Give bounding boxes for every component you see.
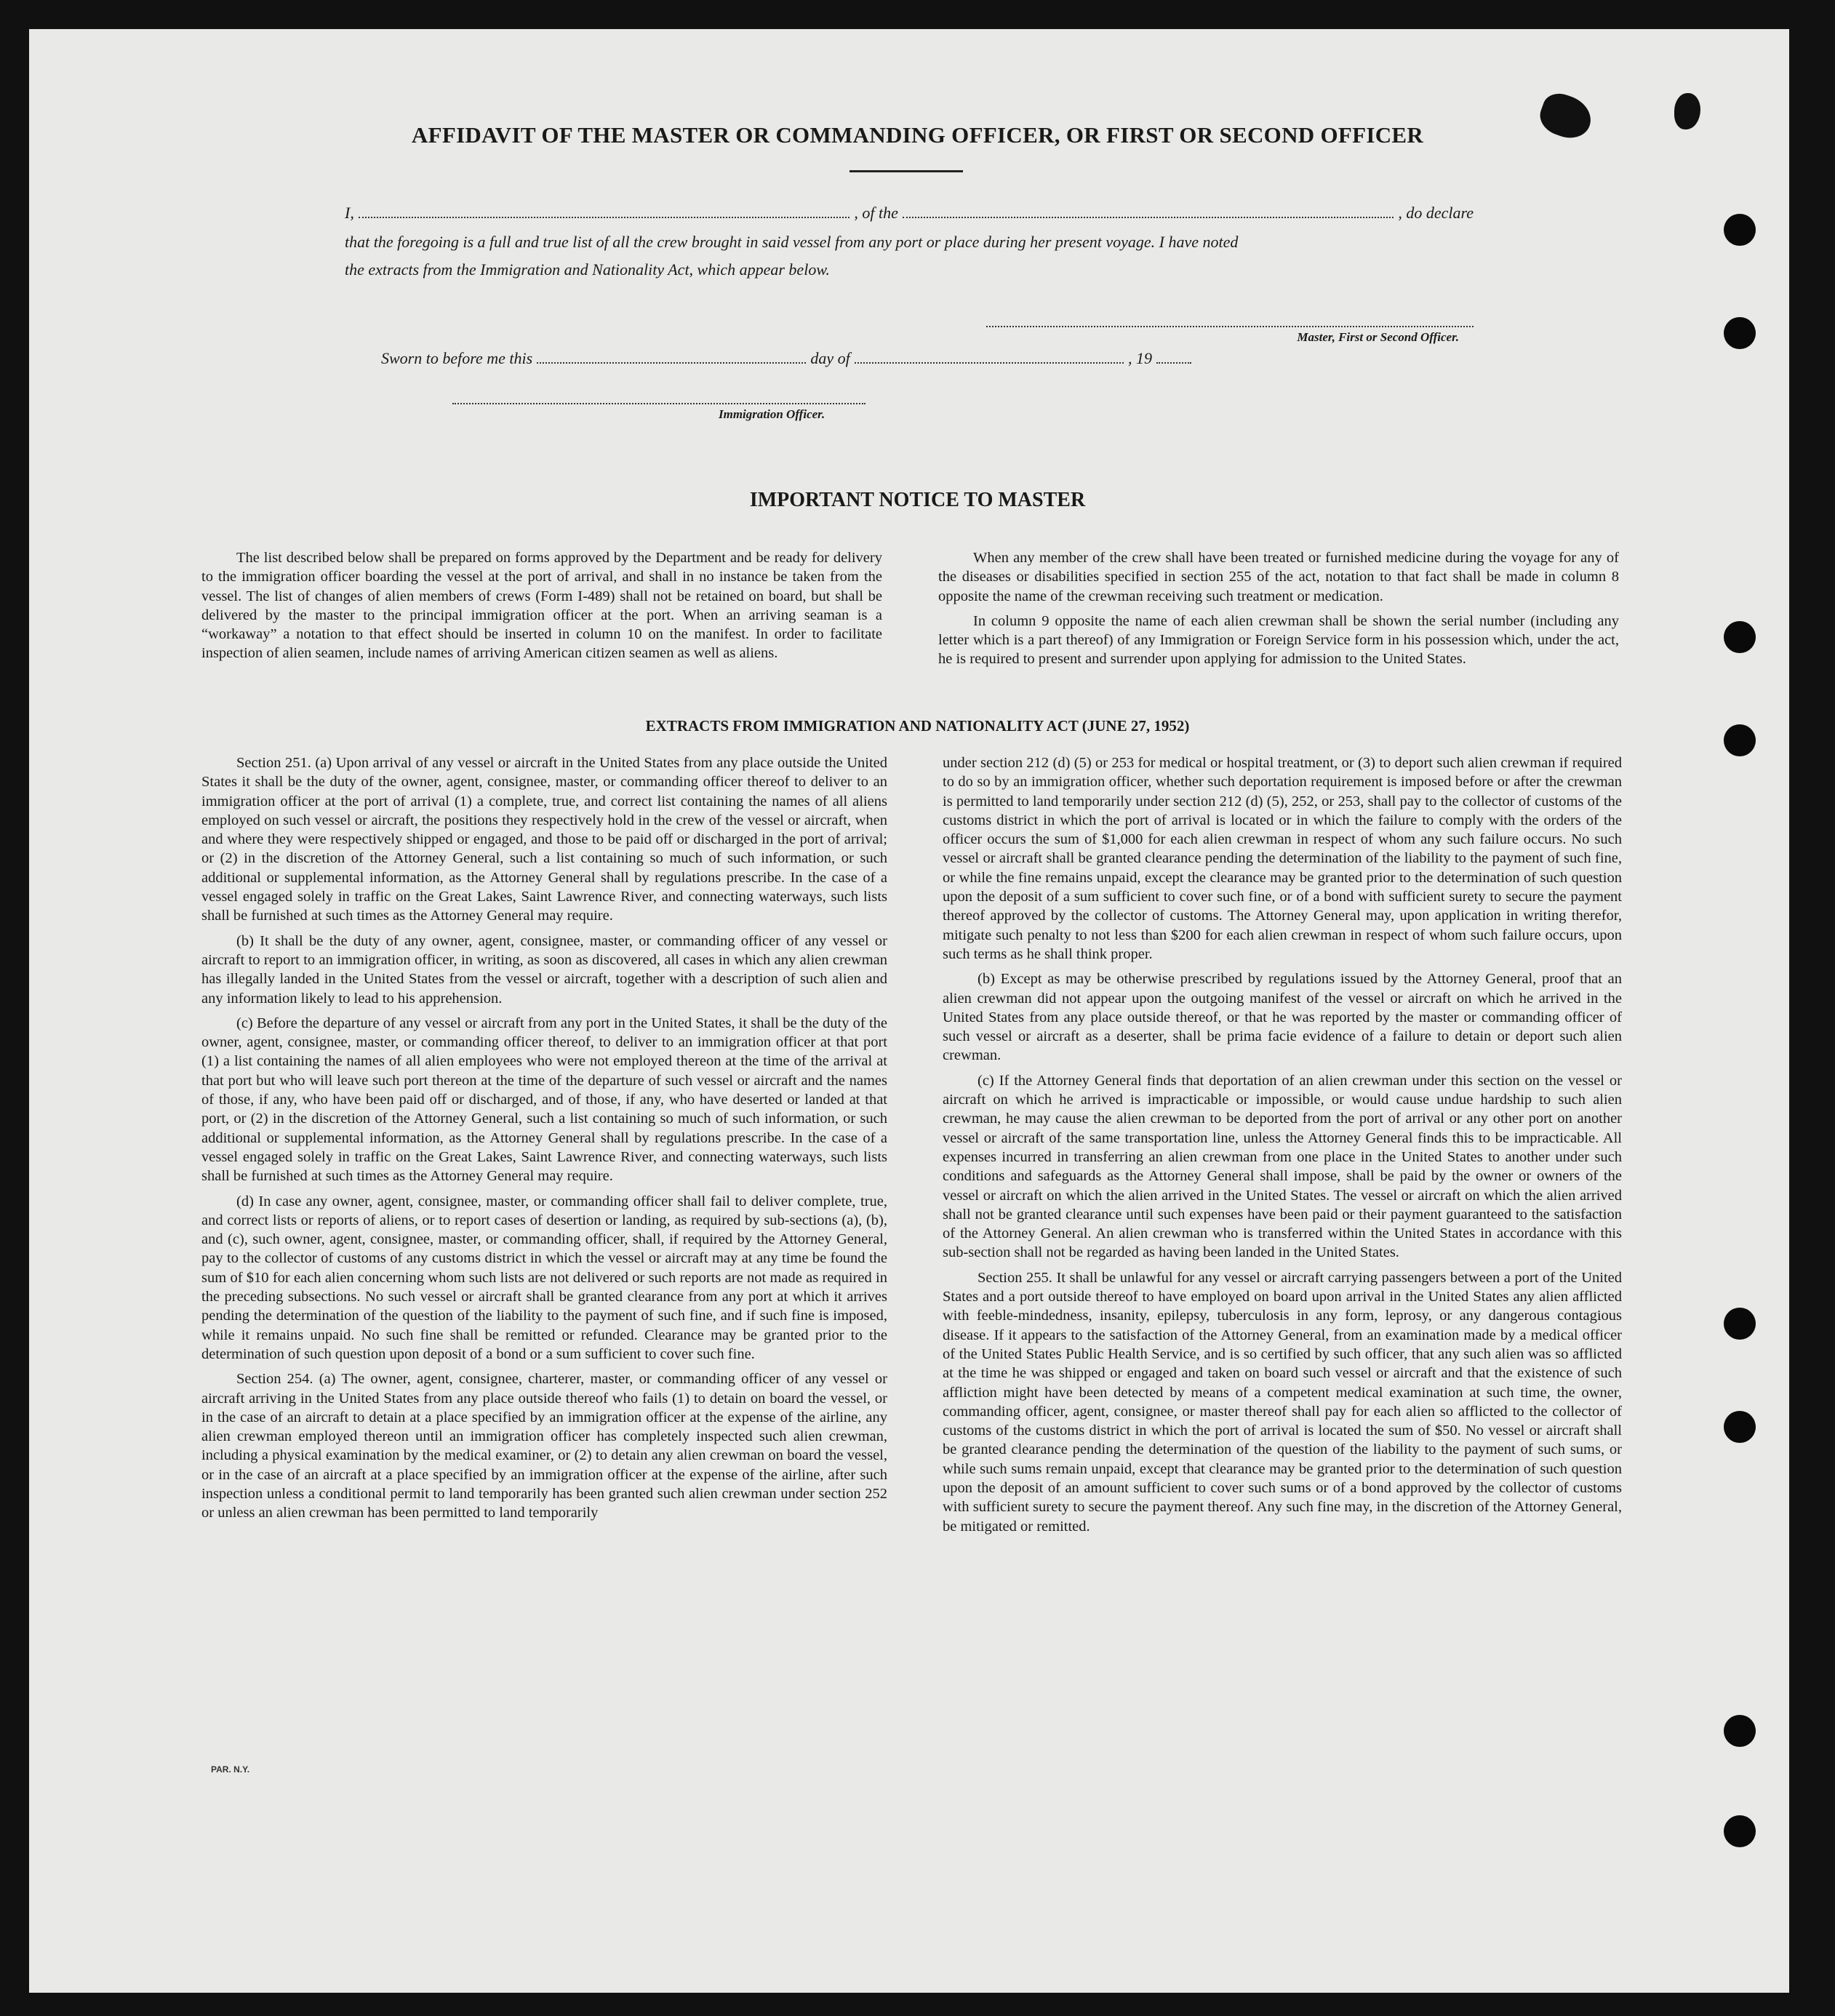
master-signature-label: Master, First or Second Officer. <box>1297 330 1459 344</box>
act-left-column <box>201 753 887 1529</box>
punch-hole <box>1724 317 1756 349</box>
notice-paragraph: When any member of the crew shall have been treated or furnished medicine during the voyage for any of the diseases or disabilities specified in section 255 of the act, notation to that fact shall be made in column 8 opposite the name of the crewman receiving such treatment or medication. <box>938 550 1619 604</box>
extracts-heading: EXTRACTS FROM IMMIGRATION AND NATIONALITY ACT (JUNE 27, 1952) <box>645 717 1190 735</box>
act-right-column <box>943 753 1622 1542</box>
punch-hole <box>1724 1815 1756 1847</box>
act-paragraph: (b) Except as may be otherwise prescribed by regulations issued by the Attorney General, proof that an alien crewman did not appear upon the outgoing manifest of the vessel or aircraft on which he arrived in the United States from any place outside thereof, or that he was reported by the master or commanding officer of such vessel or aircraft as a deserter, shall be prima facie evidence of a failure to detain or deport such alien crewman. <box>943 971 1622 1064</box>
act-paragraph: Section 254. (a) The owner, agent, consignee, charterer, master, or commanding officer of any vessel or aircraft arriving in the United States from any place outside thereof who fails (1) to detain on board the vessel, or in the case of an aircraft to detain at a place specified by an immigration officer at the expense of the airline, any alien crewman employed thereon until an immigration officer has completely inspected such alien crewman, including a physical examination by the medical examiner, or (2) to detain any alien crewman on board the vessel, or in the case of an aircraft at a place specified by an immigration officer at the expense of the airline, after such inspection unless a conditional permit to land temporarily has been granted such alien crewman under section 252 or unless an alien crewman has been permitted to land temporarily <box>201 1371 887 1521</box>
printer-mark: PAR. N.Y. <box>211 1764 250 1775</box>
act-paragraph: (c) Before the departure of any vessel or aircraft from any port in the United States, it shall be the duty of the owner, agent, consignee, master, or commanding officer thereof, to deliver to an immigration officer at that port (1) a list containing the names of all alien employees who were not employed thereon at the time of the arrival at that port but who will leave such port thereon at the time of the departure of such vessel or aircraft and the names of those, if any, who have been paid off or discharged, and of those, if any, who have deserted or landed at that port, or (2) in the discretion of the Attorney General, such a list containing so much of such information, or such additional or supplemental information, as the Attorney General shall by regulations prescribe. In the case of a vessel engaged solely in traffic on the Great Lakes, Saint Lawrence River, and connecting waterways, such lists shall be furnished at such times as the Attorney General may require. <box>201 1015 887 1185</box>
master-signature-field[interactable] <box>986 326 1474 327</box>
declaration-text-line-2: that the foregoing is a full and true list of all the crew brought in said vessel from any port or place during her present voyage. I have noted <box>345 233 1239 251</box>
punch-hole <box>1724 1715 1756 1747</box>
sworn-day-field[interactable] <box>537 362 806 364</box>
act-paragraph: Section 255. It shall be unlawful for any vessel or aircraft carrying passengers between a port of the United States and a port outside thereof to have employed on board upon arrival in the United States any alien afflicted with feeble-mindedness, insanity, epilepsy, tuberculosis in any form, leprosy, or any dangerous contagious disease. If it appears to the satisfaction of the Attorney General, from an examination made by a medical officer of the United States Public Health Service, and is so certified by such officer, that any such alien was so afflicted at the time he was shipped or engaged and taken on board such vessel or aircraft and that the existence of such affliction might have been detected by means of a competent medical examination at such time, the owner, commanding officer, agent, consignee, or master thereof shall pay for each alien so afflicted to the collector of customs of the customs district in which the port of arrival is located the sum of $50. No vessel or aircraft shall be granted clearance pending the determination of the question of the liability to the payment of such sums, or while such sums remain unpaid, except that clearance may be granted prior to the determination of such question upon the deposit of an amount sufficient to cover such sums or of a bond approved by the collector of customs with sufficient surety to secure the payment thereof. Any such fine may, in the discretion of the Attorney General, be mitigated or remitted. <box>943 1269 1622 1535</box>
act-paragraph: under section 212 (d) (5) or 253 for medical or hospital treatment, or (3) to deport such alien crewman if required to do so by an immigration officer, whether such deportation requirement is imposed before or after the crewman is permitted to land temporarily under section 212 (d) (5), 252, or 253, shall pay to the collector of customs of the customs district in which the port of arrival is located or in which the failure to comply with the orders of the officer occurs the sum of $1,000 for each alien crewman in respect of whom any such failure occurs. No such vessel or aircraft shall be granted clearance pending the determination of the liability to the payment of such fine, or while the fine remains unpaid, except the clearance may be granted prior to the determination of such question upon the deposit of a sum sufficient to cover such fine, or of a bond with sufficient surety to secure the payment thereof approved by the collector of customs. The Attorney General may, upon application in writing therefor, mitigate such penalty to not less than $200 for each alien crewman in respect of whom such failure occurs, upon such terms as he shall think proper. <box>943 755 1622 962</box>
punch-hole <box>1724 1308 1756 1340</box>
sworn-year-field[interactable] <box>1156 362 1191 364</box>
immigration-officer-label: Immigration Officer. <box>719 407 825 421</box>
sworn-month-field[interactable] <box>855 362 1124 364</box>
declaration-text-line-3: the extracts from the Immigration and Nationality Act, which appear below. <box>345 260 830 279</box>
affidavit-title: AFFIDAVIT OF THE MASTER OR COMMANDING OFFICER, OR FIRST OR SECOND OFFICER <box>411 122 1424 148</box>
sworn-line <box>381 349 1196 368</box>
vessel-name-field[interactable] <box>903 217 1394 218</box>
punch-hole <box>1724 724 1756 756</box>
do-declare-label: , do declare <box>1398 204 1474 222</box>
immigration-officer-signature-field[interactable] <box>452 403 865 404</box>
declarant-name-field[interactable] <box>359 217 850 218</box>
year-label: , 19 <box>1128 349 1153 367</box>
notice-right-column <box>938 548 1619 675</box>
notice-heading: IMPORTANT NOTICE TO MASTER <box>749 489 1086 511</box>
title-underline <box>849 170 963 172</box>
notice-left-column <box>201 548 882 669</box>
act-paragraph: (c) If the Attorney General finds that deportation of an alien crewman under this section on the vessel or aircraft on which he arrived is impracticable or impossible, or would cause undue hardship to such alien crewman, he may cause the alien crewman to be deported from the port of arrival or any other port on another vessel or aircraft of the same transportation line, unless the Attorney General finds this to be impracticable. All expenses incurred in transferring an alien crewman from one place in the United States to another under such conditions and safeguards as the Attorney General shall impose, shall be paid by the owner or owners of the vessel or aircraft on which the alien arrived in the United States. The vessel or aircraft on which the alien arrived shall not be granted clearance until such expenses have been paid or their payment guaranteed to the satisfaction of the Attorney General. An alien crewman who is transferred within the United States in accordance with this sub-section shall not be regarded as having been landed in the United States. <box>943 1072 1622 1261</box>
punch-hole <box>1724 621 1756 653</box>
of-the-label: , of the <box>854 204 898 222</box>
punch-hole <box>1724 1411 1756 1443</box>
act-paragraph: Section 251. (a) Upon arrival of any vessel or aircraft in the United States from any place outside the United States it shall be the duty of the owner, agent, consignee, master, or commanding officer thereof to deliver to an immigration officer at the port of arrival (1) a complete, true, and correct list containing the names of all aliens employed on such vessel or aircraft, the positions they respectively hold in the crew of the vessel or aircraft, when and where they were respectively shipped or engaged, and those to be paid off or discharged in the port of arrival; or (2) in the discretion of the Attorney General, such a list containing so much of such information, or such additional or supplemental information, as the Attorney General shall by regulations prescribe. In the case of a vessel engaged solely in traffic on the Great Lakes, Saint Lawrence River, and connecting waterways, such lists shall be furnished at such times as the Attorney General may require. <box>201 755 887 924</box>
notice-paragraph: The list described below shall be prepared on forms approved by the Department and be ready for delivery to the immigration officer boarding the vessel at the port of arrival, and shall in no instance be taken from the vessel. The list of changes of alien members of crews (Form I-489) shall not be retained on board, but shall be delivered by the master to the principal immigration officer at the port. When an arriving seaman is a “workaway” a notation to that effect should be inserted in column 10 on the manifest. In order to facilitate inspection of alien seamen, include names of arriving American citizen seamen as well as aliens. <box>201 550 882 662</box>
declaration-line <box>345 204 1474 223</box>
punch-hole <box>1724 214 1756 246</box>
declarant-label: I, <box>345 204 354 222</box>
act-paragraph: (b) It shall be the duty of any owner, agent, consignee, master, or commanding officer of any vessel or aircraft to report to an immigration officer, in writing, as soon as discovered, all cases in which any alien crewman has illegally landed in the United States from the vessel or aircraft, together with a description of such alien and any information likely to lead to his apprehension. <box>201 932 887 1007</box>
sworn-label: Sworn to before me this <box>381 349 533 367</box>
act-paragraph: (d) In case any owner, agent, consignee, master, or commanding officer shall fail to deliver complete, true, and correct lists or reports of aliens, or to report cases of desertion or landing, as required by sub-sections (a), (b), and (c), such owner, agent, consignee, master, or commanding officer, shall, if required by the Attorney General, pay to the collector of customs of any customs district in which the vessel or aircraft may at any time be found the sum of $10 for each alien concerning whom such lists are not delivered or such reports are not made as required in the preceding subsections. No such vessel or aircraft shall be granted clearance from any port at which it arrives pending the determination of the question of the liability to the payment of such fine, and if such fine is imposed, while it remains unpaid. No such fine shall be remitted or refunded. Clearance may be granted prior to the determination of such question upon deposit of a bond or a sum sufficient to cover such fine. <box>201 1193 887 1362</box>
notice-paragraph: In column 9 opposite the name of each alien crewman shall be shown the serial number (including any letter which is a part thereof) of any Immigration or Foreign Service form in his possession which, under the act, he is required to present and surrender upon applying for admission to the United States. <box>938 612 1619 668</box>
day-of-label: day of <box>810 349 850 367</box>
